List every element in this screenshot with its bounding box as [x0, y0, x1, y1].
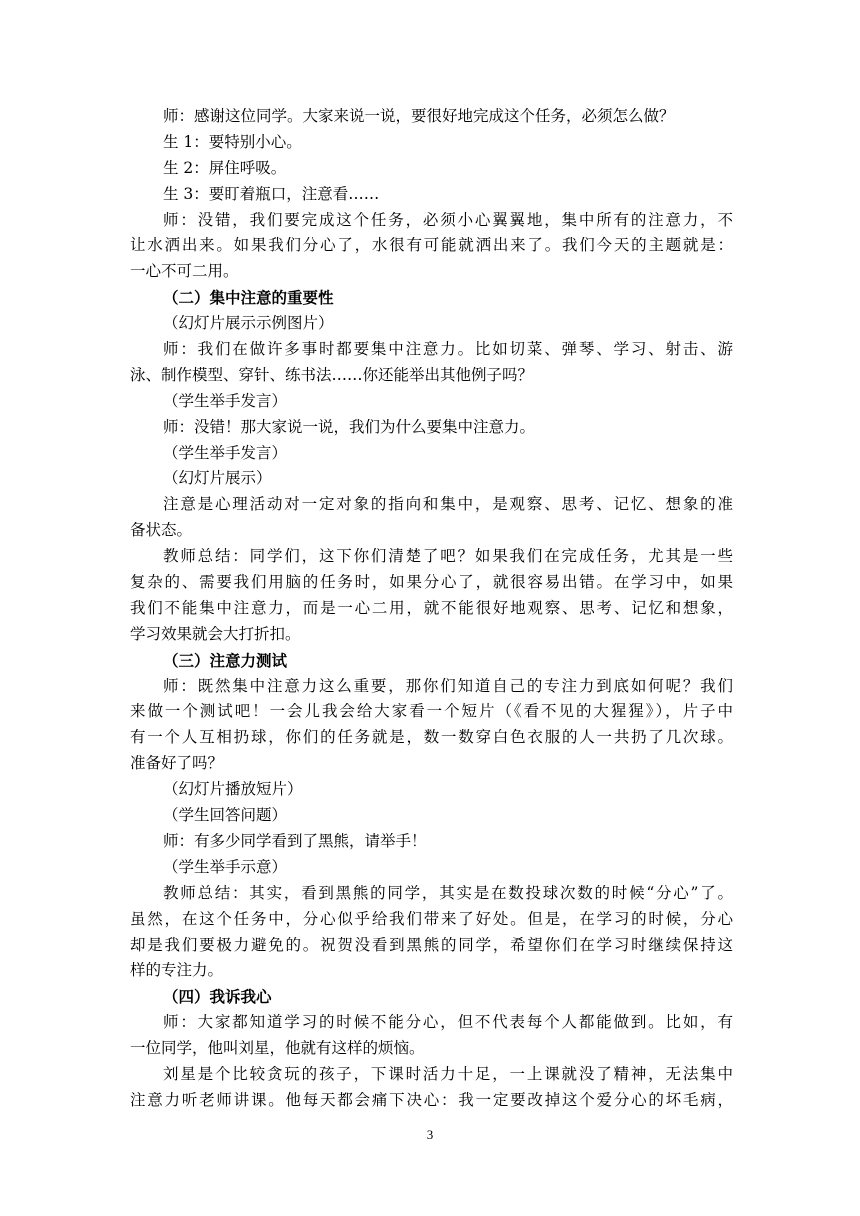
text-line: 有一个人互相扔球，你们的任务就是，数一数穿白色衣服的人一共扔了几次球。 [130, 728, 733, 747]
text-line: 准备好了吗？ [130, 754, 224, 773]
text-line: 教师总结：其实，看到黑熊的同学，其实是在数投球次数的时候“分心”了。 [163, 883, 733, 902]
text-line: 师：有多少同学看到了黑熊，请举手！ [163, 831, 427, 850]
text-line: 师：既然集中注意力这么重要，那你们知道自己的专注力到底如何呢？我们 [163, 676, 733, 695]
section-heading: （二）集中注意的重要性 [163, 288, 334, 308]
text-line: 一位同学，他叫刘星，他就有这样的烦恼。 [130, 1039, 425, 1058]
text-line: 备状态。 [130, 521, 193, 540]
text-line: 师：大家都知道学习的时候不能分心，但不代表每个人都能做到。比如，有 [163, 1013, 733, 1032]
text-line: 生 2：屏住呼吸。 [163, 158, 287, 177]
text-line: （幻灯片展示） [163, 469, 272, 488]
text-line: 一心不可二用。 [130, 262, 239, 281]
text-line: 泳、制作模型、穿针、练书法……你还能举出其他例子吗？ [130, 365, 534, 384]
text-line: 生 3：要盯着瓶口，注意看…… [163, 184, 380, 203]
text-line: （幻灯片播放短片） [163, 780, 303, 799]
text-line: 让水洒出来。如果我们分心了，水很有可能就洒出来了。我们今天的主题就是： [130, 236, 733, 255]
section-heading: （四）我诉我心 [163, 987, 272, 1007]
text-line: 却是我们要极力避免的。祝贺没看到黑熊的同学，希望你们在学习时继续保持这 [130, 935, 733, 954]
text-line: 我们不能集中注意力，而是一心二用，就不能很好地观察、思考、记忆和想象， [130, 598, 733, 617]
text-line: 教师总结：同学们，这下你们清楚了吧？如果我们在完成任务，尤其是一些 [163, 547, 733, 566]
text-line: （学生回答问题） [163, 806, 288, 825]
section-heading: （三）注意力测试 [163, 650, 288, 670]
text-line: 师：没错，我们要完成这个任务，必须小心翼翼地，集中所有的注意力，不 [163, 210, 733, 229]
text-line: 刘星是个比较贪玩的孩子，下课时活力十足，一上课就没了精神，无法集中 [163, 1064, 733, 1083]
text-line: （幻灯片展示示例图片） [163, 314, 334, 333]
text-line: （学生举手示意） [163, 857, 288, 876]
text-line: 生 1：要特别小心。 [163, 132, 302, 151]
text-line: 注意是心理活动对一定对象的指向和集中，是观察、思考、记忆、想象的准 [163, 495, 733, 514]
text-line: 来做一个测试吧！一会儿我会给大家看一个短片（《看不见的大猩猩》），片子中 [130, 702, 733, 721]
text-line: 样的专注力。 [130, 961, 224, 980]
text-line: （学生举手发言） [163, 443, 288, 462]
text-line: 虽然，在这个任务中，分心似乎给我们带来了好处。但是，在学习的时候，分心 [130, 909, 733, 928]
text-line: 注意力听老师讲课。他每天都会痛下决心：我一定要改掉这个爱分心的坏毛病， [130, 1090, 733, 1109]
text-line: 复杂的、需要我们用脑的任务时，如果分心了，就很容易出错。在学习中，如果 [130, 573, 733, 592]
page-number: 3 [426, 1127, 434, 1142]
text-line: 师：我们在做许多事时都要集中注意力。比如切菜、弹琴、学习、射击、游 [163, 340, 733, 359]
document-body [130, 104, 733, 1114]
text-line: 师：没错！那大家说一说，我们为什么要集中注意力。 [163, 417, 536, 436]
text-line: 师：感谢这位同学。大家来说一说，要很好地完成这个任务，必须怎么做？ [163, 107, 675, 125]
text-line: 学习效果就会大打折扣。 [130, 624, 301, 643]
text-line: （学生举手发言） [163, 391, 288, 410]
